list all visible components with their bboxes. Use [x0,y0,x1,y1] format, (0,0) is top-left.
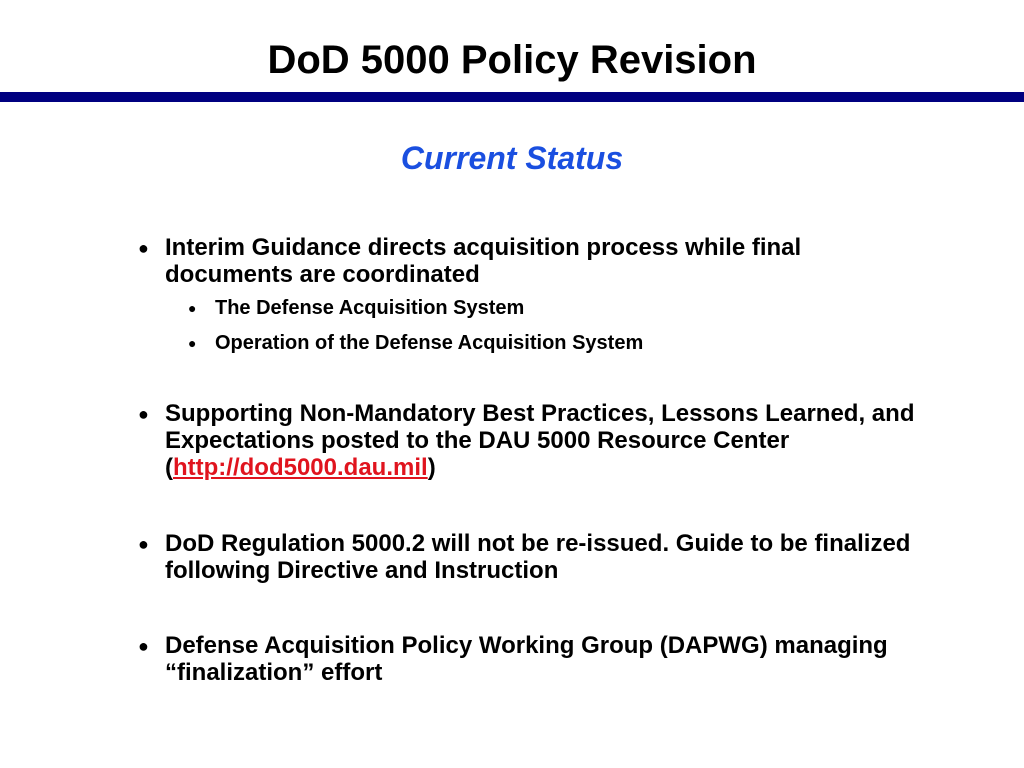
bullet-text: Defense Acquisition Policy Working Group (DAPWG) managing “finalization” effort [165,632,888,686]
bullet-text [165,400,935,481]
sub-bullet-icon: ● [188,335,197,351]
sub-bullet-text: The Defense Acquisition System [215,297,525,319]
bullet-text-part: Supporting Non-Mandatory Best Practices, Lessons Learned, and Expectations posted to the DAU 5000 Resource Center ( [165,400,915,481]
bullet-text: DoD Regulation 5000.2 will not be re-issued. Guide to be finalized following Directive and Instruction [165,530,911,584]
dau-resource-center-link[interactable]: http://dod5000.dau.mil [173,454,428,481]
bullet-icon: ● [138,636,149,656]
bullet-icon: ● [138,534,149,554]
slide-subtitle: Current Status [400,140,624,176]
bullet-text-part: ) [427,454,436,481]
bullet-text: Interim Guidance directs acquisition process while final documents are coordinated [165,234,802,288]
bullet-icon: ● [138,404,149,424]
bullet-icon: ● [138,238,149,258]
slide-title: DoD 5000 Policy Revision [267,38,757,82]
sub-bullet-text: Operation of the Defense Acquisition System [215,332,644,354]
sub-bullet-icon: ● [188,300,197,316]
